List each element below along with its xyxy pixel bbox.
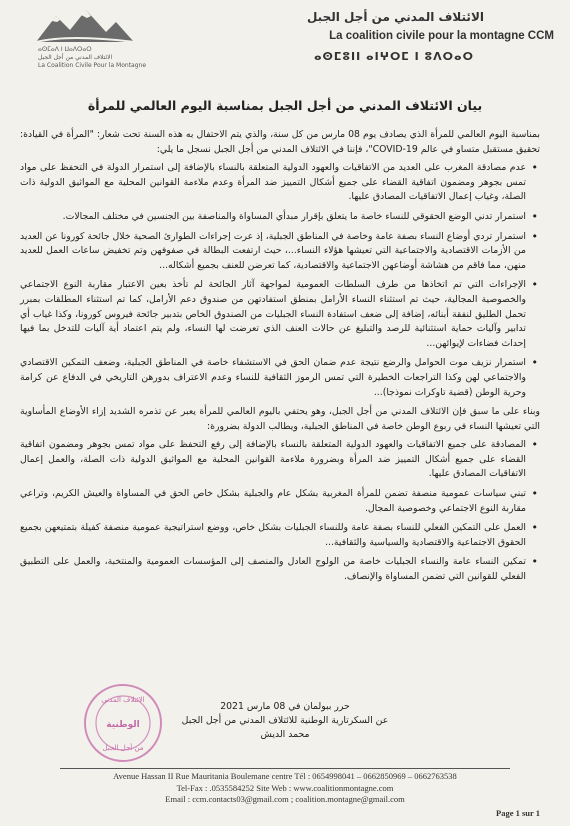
logo-french: La Coalition Civile Pour la Montagne xyxy=(38,62,147,69)
statement-title: بيان الائتلاف المدني من أجل الجبل بمناسبة اليوم العالمي للمرأة xyxy=(87,98,483,113)
stamp-text-top: الائتلاف المدني xyxy=(101,696,145,704)
stamp-text-bottom: من أجل الجبل xyxy=(102,744,144,752)
footer-email: Email : ccm.contacts03@gmail.com ; coalition.montagne@gmail.com xyxy=(165,794,405,804)
org-name-arabic: الائتلاف المدني من أجل الجبل xyxy=(306,10,484,24)
observations-list xyxy=(20,161,540,400)
observation-item: • الإجراءات التي تم اتخاذها من طرف السلطات العمومية لمواجهة آثار الجائحة لم تأخذ بعين الاعتبار مقاربة النوع الاجتماعي والخصوصية المجالية، حيث تم استثناء النساء الأرامل بمنطق استفادتهن من صندوق دعم الأرامل، كما تم استثناء المطلقات بمبرر تحمل الطليق لنفقة أبنائه، إضافة إلى ضعف استفادة النساء الجبليات من الصندوق الخاص بتدبير جائحة فيروس كورونا، وكذا غياب أي تدابير وآليات حماية استثنائية للرصد والتبليغ عن حالات العنف الذي تعرضت لها النساء، ولم يتم اعتماد أية آليات للتدخل بما فيها إحداث فضاءات لإيوائهن... xyxy=(20,278,526,351)
page-number: Page 1 sur 1 xyxy=(496,808,540,818)
org-name-tifinagh: ⴰⵙⵎⵓⵏⵏ ⴰⵏⵖⵔⵎ ⵏ ⵓⴷⵔⴰⵔ xyxy=(313,50,474,63)
observation-item: • استمرار تردي أوضاع النساء بصفة عامة وخاصة في المناطق الجبلية، إذ عرت إجراءات الطوارئ الصحية خلال جائحة كورونا عن العديد من الأزمات الاقتصادية والاجتماعية التي تعيشها هؤلاء النساء...، حيث ارتفعت البطالة في صفوفهن وتم تخفيض ساعات العمل للعديد منهن، مما فاقم من هشاشة أوضاعهن الاجتماعية والاقتصادية، كما تعرضن للعنف بجميع أشكاله... xyxy=(20,230,526,274)
demand-item: • تمكين النساء عامة والنساء الجبليات خاصة من الولوج العادل والمنصف إلى المؤسسات العمومية والمنتخبة، والعمل على التطبيق الفعلي للقوانين التي تضمن المساواة والإنصاف. xyxy=(20,555,526,584)
signature-block xyxy=(120,700,450,742)
signature-place-date: حرر ببولمان في 08 مارس 2021 xyxy=(220,701,350,712)
signature-name: محمد الديش xyxy=(260,729,310,740)
observation-item: • استمرار تدني الوضع الحقوقي للنساء خاصة ما يتعلق بإقرار مبدأي المساواة والمناصفة بين الجنسين في مختلف المجالات. xyxy=(20,210,526,225)
demand-item: • المصادقة على جميع الاتفاقيات والعهود الدولية المتعلقة بالنساء بالإضافة إلى رفع التحفظ على مواد تمس بجوهر ومضمون اتفاقية القضاء على جميع أشكال التمييز ضد المرأة وبضرورة ملاءمة القوانين المحلية مع المواثيق الدولية ذات الصلة، والعمل إعمال الاتفاقيات المصادق عليها. xyxy=(20,438,526,482)
logo-tifinagh: ⴰⵙⵎⴰⴷ ⵏ ⵡⴰⴷⵔⴰⵔ xyxy=(38,46,92,53)
demand-item: • تبني سياسات عمومية منصفة تضمن للمرأة المغربية بشكل عام والجبلية بشكل خاص الحق في المساواة والعيش الكريم، وتراعي مقاربة النوع الاجتماعي وخصوصية المجال. xyxy=(20,487,526,516)
transition-paragraph: وبناء على ما سبق فإن الائتلاف المدني من أجل الجبل، وهو يحتفي باليوم العالمي للمرأة يعبر عن تذمره الشديد إزاء الأوضاع المأساوية التي تعيشها النساء في ربوع الوطن خاصة في المناطق الجبلية، ويطالب الدولة بضرورة: xyxy=(20,406,540,432)
footer-address: Avenue Hassan II Rue Mauritania Boulemane centre Tél : 0654998041 – 0662850969 – 0662763538 xyxy=(113,771,457,781)
logo-arabic: الائتلاف المدني من أجل الجبل xyxy=(38,54,113,61)
signature-office: عن السكرتارية الوطنية للائتلاف المدني من أجل الجبل xyxy=(181,715,389,726)
observation-item: • عدم مصادقة المغرب على العديد من الاتفاقيات والعهود الدولية المتعلقة بالنساء بالإضافة إلى استمرار الدولة في التحفظ على مواد تمس بجوهر ومضمون اتفاقية القضاء على جميع أشكال التمييز ضد المرأة وعدم ملاءمة القوانين المحلية مع المواثيق الدولية ذات الصلة، وغياب إعمال الاتفاقيات المصادق عليها. xyxy=(20,161,526,205)
organization-logo xyxy=(30,6,147,74)
org-name-french: La coalition civile pour la montagne CCM xyxy=(329,30,554,42)
demand-item: • العمل على التمكين الفعلي للنساء بصفة عامة وللنساء الجبليات بشكل خاص، ووضع استراتيجية عمومية منصفة كفيلة بتمتيعهن بجميع الحقوق الاجتماعية والاقتصادية والسياسية والثقافية... xyxy=(20,521,526,550)
footer-telfax: Tel-Fax : .0535584252 Site Web : www.coalitionmontagne.com xyxy=(176,782,394,793)
statement-body xyxy=(20,128,540,590)
demands-list xyxy=(20,438,540,584)
stamp-text-mid: الوطنية xyxy=(106,720,140,730)
intro-paragraph: بمناسبة اليوم العالمي للمرأة الذي يصادف يوم 08 مارس من كل سنة، والذي يتم الاحتفال به هذه السنة تحت شعار: "المرأة في القيادة: تحقيق مستقبل متساو في عالم COVID-19"، فإننا في الائتلاف المدني من أجل الجبل نسجل ما يلي: xyxy=(20,129,540,155)
observation-item: • استمرار نزيف موت الحوامل والرضع نتيجة عدم ضمان الحق في الاستشفاء خاصة في المناطق الجبلية، وضعف التمكين الاقتصادي والاجتماعي لهن وكذا التراجعات الخطيرة التي تمس الرموز الثقافية للنساء وعدم الاعتراف بدورهن التاريخي في الدفاع عن كرامة وحرية الوطن (قضية تاوكرات نموذجا)... xyxy=(20,356,526,400)
footer-divider xyxy=(60,768,510,769)
letterhead-footer xyxy=(40,768,530,806)
mountain-logo-icon xyxy=(30,6,140,46)
